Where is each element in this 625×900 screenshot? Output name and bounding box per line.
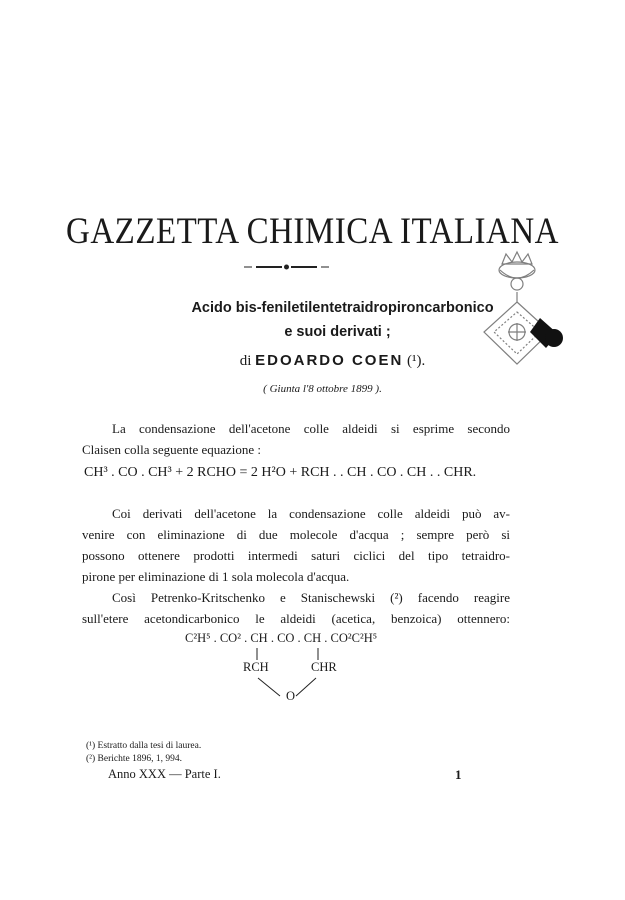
ornament-divider <box>244 262 329 272</box>
received-date: ( Giunta l'8 ottobre 1899 ). <box>263 383 382 395</box>
article-title: Acido bis-feniletilentetraidropironcarbonico <box>191 300 494 316</box>
text-line: Così Petrenko-Kritschenko e Stanischewski (²) facendo reagire <box>112 590 510 605</box>
text-line: pirone per eliminazione di 1 sola molecola d'acqua. <box>82 569 350 584</box>
text-line: Claisen colla seguente equazione : <box>82 442 262 457</box>
volume-label: Anno XXX — Parte I. <box>108 767 221 781</box>
library-stamp-icon <box>462 246 572 396</box>
text-line: Coi derivati dell'acetone la condensazione colle aldeidi può av- <box>112 506 510 521</box>
paragraph-intro <box>82 418 510 460</box>
text-line: La condensazione dell'acetone colle aldeidi si esprime secondo <box>112 421 510 436</box>
footnote-2: (²) Berichte 1896, 1, 994. <box>86 754 182 764</box>
text-line: possono ottenere prodotti intermedi saturi ciclici del tipo tetraidro- <box>82 548 510 563</box>
reaction-equation: CH³ . CO . CH³ + 2 RCHO = 2 H²O + RCH . . CH . CO . CH . . CHR. <box>84 465 477 480</box>
author-name: EDOARDO COEN <box>255 352 404 369</box>
author-prefix: di <box>239 353 252 369</box>
footnote-1: (¹) Estratto dalla tesi di laurea. <box>86 741 202 751</box>
text-line: sull'etere acetondicarbonico le aldeidi (acetica, benzoica) ottennero: <box>82 611 510 626</box>
author-line <box>0 352 625 370</box>
formula-bonds <box>220 646 350 708</box>
journal-title: GAZZETTA CHIMICA ITALIANA <box>66 211 559 253</box>
formula-top-line: C²H⁵ . CO² . CH . CO . CH . CO²C²H⁵ <box>185 631 378 645</box>
article-subtitle: e suoi derivati ; <box>284 324 391 340</box>
formula-right-group: CHR <box>311 660 337 674</box>
author-note: (¹). <box>407 353 426 369</box>
paragraph-body <box>82 503 510 629</box>
formula-oxygen: O <box>286 689 296 703</box>
text-line: venire con eliminazione di due molecole d'acqua ; sempre però si <box>82 527 510 542</box>
formula-left-group: RCH <box>243 660 269 674</box>
page-number: 1 <box>455 767 462 782</box>
